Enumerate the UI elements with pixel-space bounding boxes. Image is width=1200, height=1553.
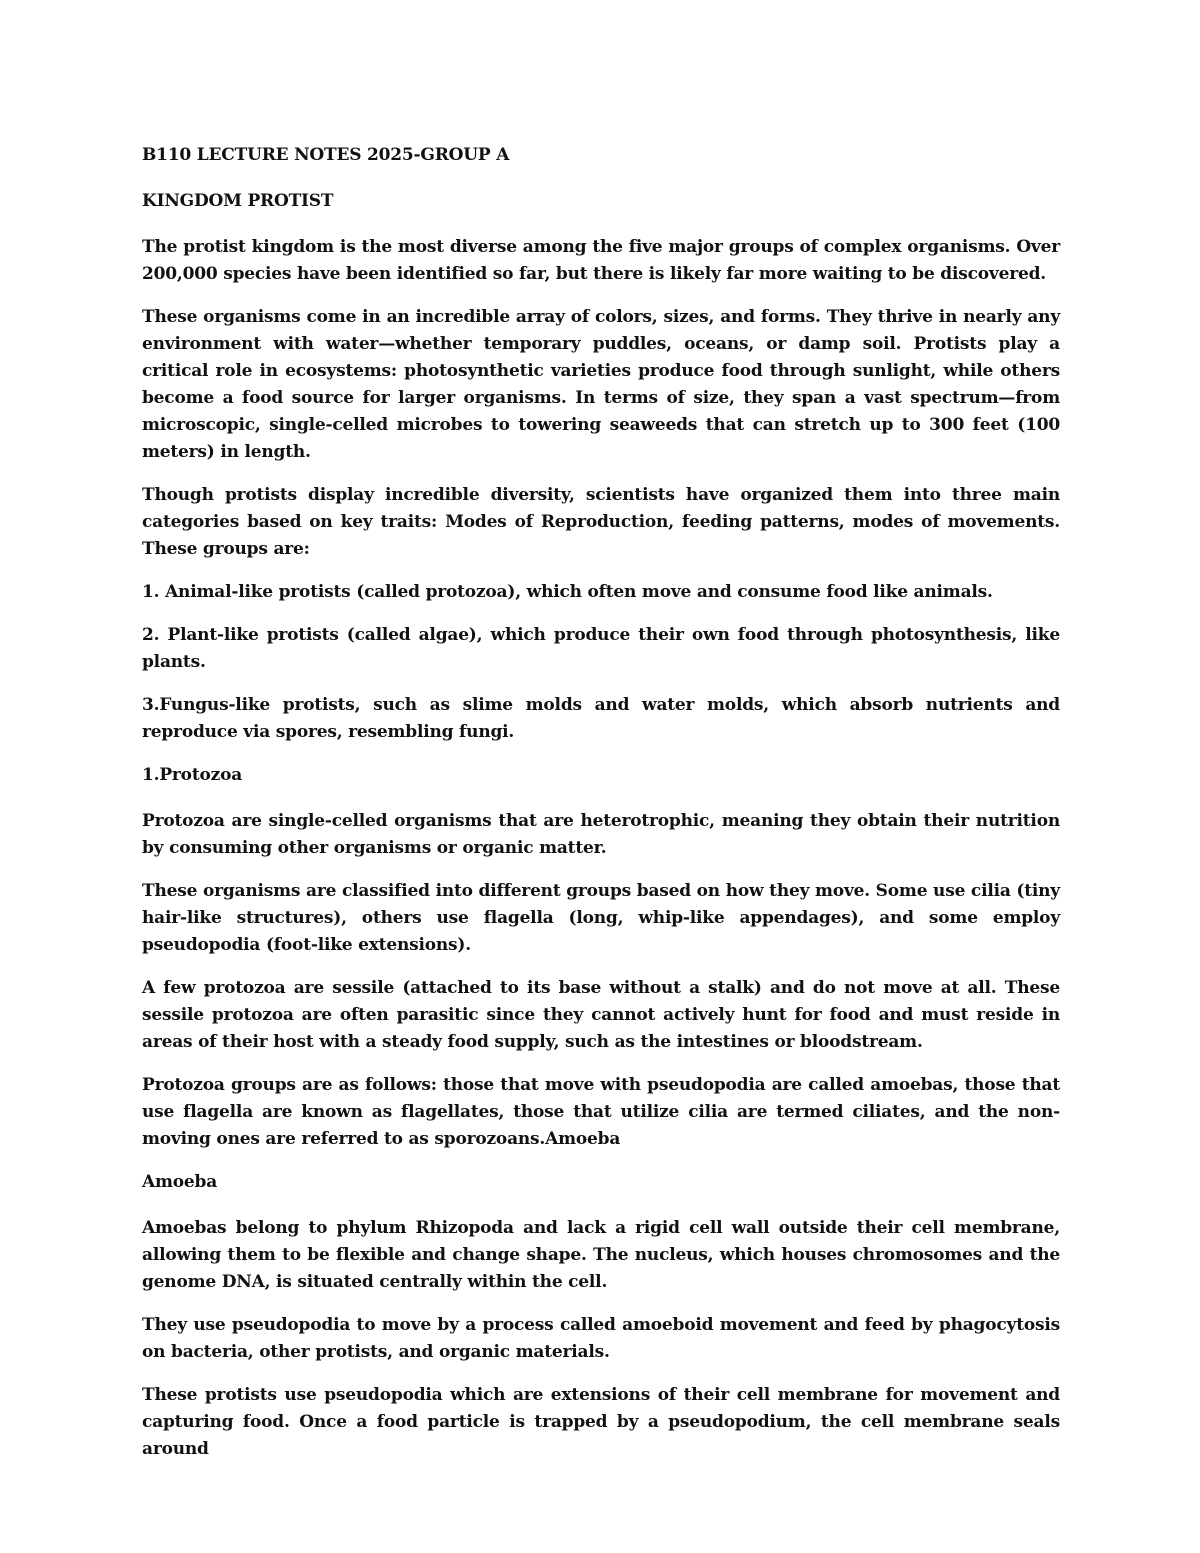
document-title: B110 LECTURE NOTES 2025-GROUP A: [142, 145, 510, 165]
intro-paragraph: The protist kingdom is the most diverse among the five major groups of complex organisms. Over 200,000 species have been identified so far, but there is likely far more waiting to be discovered.: [142, 237, 1060, 284]
list-item: 1. Animal-like protists (called protozoa), which often move and consume food like animals.: [142, 582, 993, 602]
body-paragraph: Protozoa are single-celled organisms that are heterotrophic, meaning they obtain their nutrition by consuming other organisms or organic matter.: [142, 811, 1060, 858]
list-item: 2. Plant-like protists (called algae), which produce their own food through photosynthesis, like plants.: [142, 625, 1060, 672]
body-paragraph: A few protozoa are sessile (attached to its base without a stalk) and do not move at all. These sessile protozoa are often parasitic since they cannot actively hunt for food and must reside in areas of their host with a steady food supply, such as the intestines or bloodstream.: [142, 978, 1060, 1052]
body-paragraph: Protozoa groups are as follows: those that move with pseudopodia are called amoebas, those that use flagella are known as flagellates, those that utilize cilia are termed ciliates, and the non-moving ones are referred to as sporozoans.Amoeba: [142, 1075, 1060, 1149]
list-item: 3.Fungus-like protists, such as slime molds and water molds, which absorb nutrients and reproduce via spores, resembling fungi.: [142, 695, 1060, 742]
body-paragraph: These organisms are classified into different groups based on how they move. Some use cilia (tiny hair-like structures), others use flagella (long, whip-like appendages), and some employ pseudopodia (foot-like extensions).: [142, 881, 1060, 955]
body-paragraph: Though protists display incredible diversity, scientists have organized them into three main categories based on key traits: Modes of Reproduction, feeding patterns, modes of movements. These groups are:: [142, 485, 1060, 559]
body-paragraph: Amoebas belong to phylum Rhizopoda and lack a rigid cell wall outside their cell membrane, allowing them to be flexible and change shape. The nucleus, which houses chromosomes and the genome DNA, is situated centrally within the cell.: [142, 1218, 1060, 1292]
section-heading-amoeba: Amoeba: [142, 1172, 218, 1192]
document-subtitle: KINGDOM PROTIST: [142, 191, 334, 211]
body-paragraph: They use pseudopodia to move by a process called amoeboid movement and feed by phagocytosis on bacteria, other protists, and organic materials.: [142, 1315, 1060, 1362]
body-paragraph: These protists use pseudopodia which are extensions of their cell membrane for movement and capturing food. Once a food particle is trapped by a pseudopodium, the cell membrane seals around: [142, 1385, 1060, 1459]
document-page: [142, 142, 1060, 1463]
body-paragraph: These organisms come in an incredible array of colors, sizes, and forms. They thrive in nearly any environment with water—whether temporary puddles, oceans, or damp soil. Protists play a critical role in ecosystems: photosynthetic varieties produce food through sunlight, while others become a food source for larger organisms. In terms of size, they span a vast spectrum—from microscopic, single-celled microbes to towering seaweeds that can stretch up to 300 feet (100 meters) in length.: [142, 307, 1060, 462]
section-heading-protozoa: 1.Protozoa: [142, 765, 243, 785]
